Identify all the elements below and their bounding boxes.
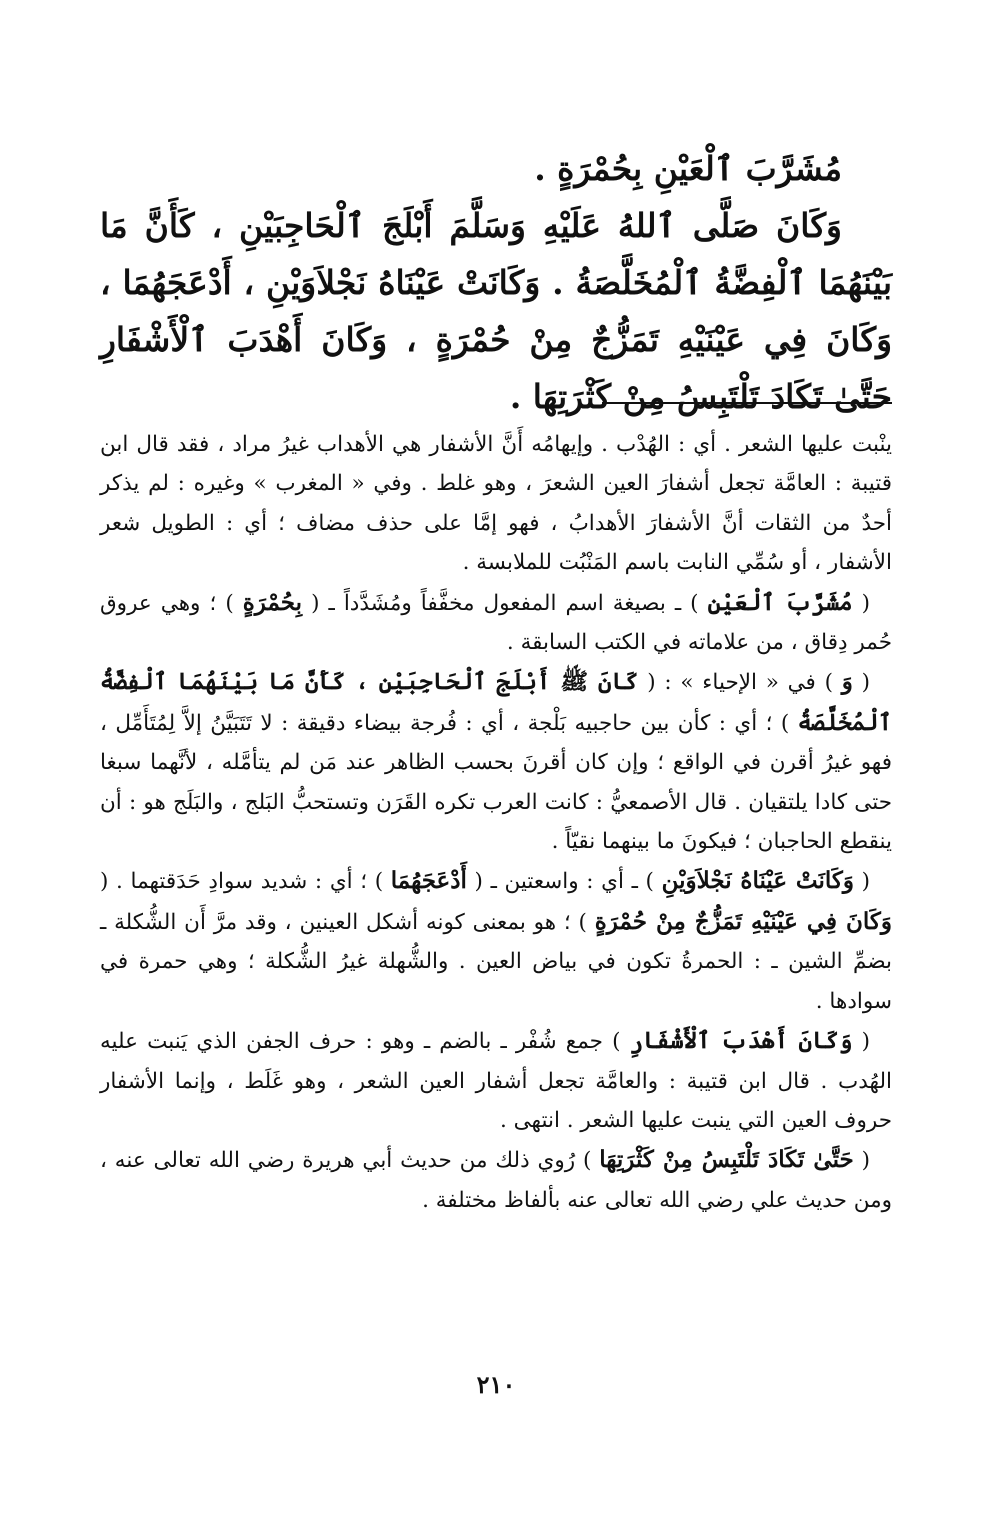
quoted-term: وَكَانَ فِي عَيْنَيْهِ تَمَزُّجٌ مِنْ حُمْرَةٍ (594, 907, 892, 935)
commentary-paragraph-5 (100, 1021, 892, 1140)
text-segment: ) ؛ وهي عروق حُمر دِقاق ، من علاماته في الكتب السابقة . (100, 590, 892, 656)
text-segment: ) ـ بصيغة اسم المفعول مخفَّفاً ومُشَدَّداً ـ ( (302, 590, 708, 616)
quoted-term: وَكَانَ أَهْدَبَ ٱلْأَشْفَارِ (629, 1027, 853, 1055)
text-segment: ) رُوي ذلك من حديث أبي هريرة رضي الله تعالى عنه ، ومن حديث علي رضي الله تعالى عنه بألفاظ مختلفة . (100, 1148, 892, 1213)
text-segment: ( (852, 590, 870, 616)
text-segment: ) ـ أي : واسعتين ـ ( (466, 869, 662, 895)
page-number: ٢١٠ (476, 1370, 516, 1399)
quoted-term: بِحُمْرَةٍ (242, 588, 303, 616)
text-segment: ) جمع شُفْر ـ بالضم ـ وهو : حرف الجفن الذي يَنبت عليه الهُدب . قال ابن قتيبة : والعامَّة تجعل أشفار العين الشعر ، وهو غَلَط ، وإنما الأشفار حروف العين التي ينبت عليها الشعر . انتهى . (100, 1029, 892, 1133)
main-text-paragraph: وَكَانَ صَلَّى ٱللهُ عَلَيْهِ وَسَلَّمَ أَبْلَجَ ٱلْحَاجِبَيْنِ ، كَأَنَّ مَا بَيْنَهُمَا ٱلْفِضَّةُ ٱلْمُخَلَّصَةُ . وَكَانَتْ عَيْنَاهُ نَجْلاَوَيْنِ ، أَدْعَجَهُمَا ، وَكَانَ فِي عَيْنَيْهِ تَمَزُّجٌ مِنْ حُمْرَةٍ ، وَكَانَ أَهْدَبَ ٱلْأَشْفَارِ حَتَّىٰ تَكَادَ تَلْتَبِسُ مِنْ كَثْرَتِهَا . (100, 206, 892, 416)
text-segment: ) ؛ أي : شديد سوادِ حَدَقتهما . ( (100, 869, 391, 895)
commentary-paragraph-3 (100, 662, 892, 861)
text-segment: ) ؛ أي : كأن بين حاجبيه بَلْجة ، أي : فُرجة بيضاء دقيقة : لا تَتَبَيَّنُ إلاَّ لِمُتَأَمِّل ، فهو غيرُ أقرن في الواقع ؛ وإن كان أقرنَ بحسب الظاهر عند مَن لم يتأمَّله ، لأنَّهما سبغا حتى كادا يلتقيان . قال الأصمعيُّ : كانت العرب تكره القَرَن وتستحبُّ البَلج ، والبَلَج هو : أن ينقطع الحاجبان ؛ فيكونَ ما بينهما نقيّاً . (100, 710, 892, 855)
text-segment: ) ؛ هو بمعنى كونه أشكل العينين ، وقد مرَّ أَن الشُّكلة ـ بضمِّ الشين ـ : الحمرةُ تكون في بياض العين . والشُّهلة غيرُ الشُّكلة ؛ وهي حمرة في سوادها . (100, 909, 892, 1014)
quoted-term: وَ (841, 668, 853, 696)
text-segment: ) في « الإحياء » : ( (638, 670, 842, 696)
quoted-term: حَتَّىٰ تَكَادَ تَلْتَبِسُ مِنْ كَثْرَتِهَا (599, 1146, 854, 1174)
main-text-block (100, 140, 892, 425)
quoted-term: مُشَرَّبَ ٱلْعَيْنِ (707, 588, 853, 616)
text-segment: ( (852, 1029, 870, 1055)
commentary-block (100, 425, 892, 1220)
commentary-paragraph-1: ينْبت عليها الشعر . أي : الهُدْب . وإيهامُه أَنَّ الأشفار هي الأهداب غيرُ مراد ، فقد قال ابن قتيبة : العامَّة تجعل أشفارَ العين الشعرَ ، وهو غلط . وفي « المغرب » وغيره : لم يذكر أحدٌ من الثقات أنَّ الأشفارَ الأهدابُ ، فهو إمَّا على حذف مضاف ؛ أي : الطويل شعر الأشفار ، أو سُمِّي النابت باسم المَنْبُت للملابسة . (100, 432, 892, 576)
commentary-paragraph-2 (100, 583, 892, 663)
commentary-paragraph-4 (100, 861, 892, 1021)
text-segment: ( (853, 869, 871, 895)
footnote-divider (602, 402, 892, 404)
commentary-paragraph-6 (100, 1140, 892, 1220)
text-segment: ( (852, 670, 871, 696)
text-segment: ( (853, 1148, 870, 1174)
quoted-term: أَدْعَجَهُمَا (390, 867, 467, 895)
quoted-term: وَكَانَتْ عَيْنَاهُ نَجْلاَوَيْنِ (661, 867, 854, 895)
quoted-term: كَانَ ﷺ أَبْلَجَ ٱلْحَاجِبَيْنِ ، كَأَنَّ مَا بَيْنَهُمَا ٱلْفِضَّةُ ٱلْمُخَلَّصَةُ (100, 668, 892, 736)
main-text-line-1: مُشَرَّبَ ٱلْعَيْنِ بِحُمْرَةٍ . (534, 149, 842, 188)
